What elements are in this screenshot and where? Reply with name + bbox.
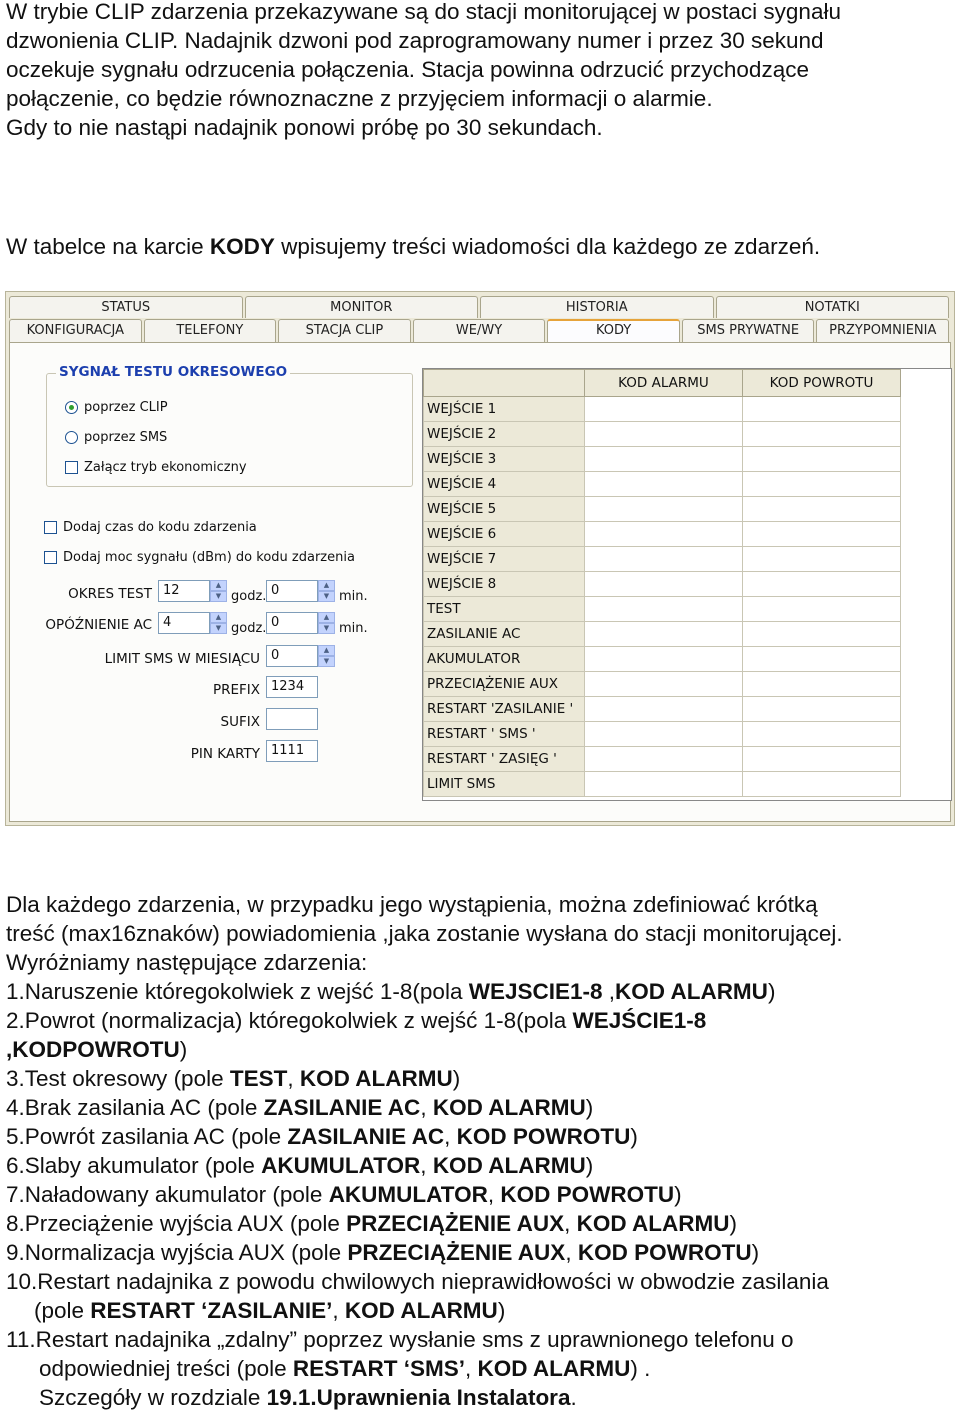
limit-sms-label: LIMIT SMS W MIESIĄCU bbox=[104, 651, 260, 667]
text-bold: AKUMULATOR bbox=[328, 1182, 488, 1207]
row-header: WEJŚCIE 6 bbox=[424, 522, 585, 547]
kod-powrotu-cell[interactable] bbox=[743, 597, 901, 622]
text-bold: ,KODPOWROTU bbox=[6, 1037, 180, 1062]
text-run: . bbox=[570, 1385, 577, 1410]
tab-kody[interactable]: KODY bbox=[547, 319, 680, 342]
row-header: WEJŚCIE 1 bbox=[424, 397, 585, 422]
opoznienie-minutes-spinner[interactable] bbox=[318, 612, 335, 634]
text-run: , bbox=[465, 1356, 478, 1381]
text-run: ) bbox=[630, 1124, 638, 1149]
events-list bbox=[6, 977, 843, 1412]
text-run: , bbox=[420, 1153, 433, 1178]
add-signal-option[interactable] bbox=[44, 550, 355, 565]
text-bold: KOD ALARMU bbox=[432, 1095, 586, 1120]
tab-telefony[interactable]: TELEFONY bbox=[144, 319, 277, 342]
radio-clip-option[interactable] bbox=[65, 400, 168, 415]
events-section bbox=[6, 890, 843, 1412]
text-run: odpowiedniej treści (pole bbox=[39, 1356, 293, 1381]
kod-alarmu-cell[interactable] bbox=[585, 747, 743, 772]
table-row bbox=[424, 747, 901, 772]
app-window bbox=[5, 291, 955, 826]
pin-label: PIN KARTY bbox=[190, 746, 260, 762]
text-run: wpisujemy treści wiadomości dla każdego ze zdarzeń. bbox=[274, 234, 821, 259]
text-run: ) bbox=[751, 1240, 760, 1265]
add-signal-label: Dodaj moc sygnału (dBm) do kodu zdarzenia bbox=[63, 550, 355, 565]
tab-sms-prywatne[interactable]: SMS PRYWATNE bbox=[682, 319, 815, 342]
row-header: AKUMULATOR bbox=[424, 647, 585, 672]
kod-powrotu-cell[interactable] bbox=[743, 722, 901, 747]
sufix-input[interactable] bbox=[266, 708, 318, 730]
prefix-input[interactable]: 1234 bbox=[266, 676, 318, 698]
text-bold: 19.1.Uprawnienia Instalatora bbox=[266, 1385, 571, 1410]
column-header-kod-powrotu[interactable]: KOD POWROTU bbox=[743, 370, 901, 397]
text-line: Gdy to nie nastąpi nadajnik ponowi próbę po 30 sekundach. bbox=[6, 115, 603, 140]
row-header: LIMIT SMS bbox=[424, 772, 585, 797]
column-header-kod-alarmu[interactable]: KOD ALARMU bbox=[585, 370, 743, 397]
table-row bbox=[424, 672, 901, 697]
hours-unit: godz. bbox=[231, 621, 267, 636]
text-run: , bbox=[420, 1095, 433, 1120]
event-line bbox=[6, 1354, 843, 1383]
spin-up-icon[interactable]: ▲ bbox=[318, 612, 335, 623]
kod-powrotu-cell[interactable] bbox=[743, 422, 901, 447]
text-run: , bbox=[444, 1124, 457, 1149]
group-title: SYGNAŁ TESTU OKRESOWEGO bbox=[56, 364, 290, 380]
event-line bbox=[6, 1296, 843, 1325]
event-line bbox=[6, 1006, 843, 1035]
text-run: , bbox=[287, 1066, 300, 1091]
kod-powrotu-cell[interactable] bbox=[743, 622, 901, 647]
tab-status[interactable]: STATUS bbox=[9, 296, 243, 318]
text-run: , bbox=[602, 979, 616, 1004]
text-run: ) bbox=[179, 1037, 188, 1062]
okres-test-minutes-input[interactable]: 0 bbox=[266, 580, 318, 602]
event-line bbox=[6, 1180, 843, 1209]
opoznienie-ac-label: OPÓŹNIENIE AC bbox=[45, 617, 152, 633]
kod-alarmu-cell[interactable] bbox=[585, 397, 743, 422]
kod-alarmu-cell[interactable] bbox=[585, 722, 743, 747]
table-row bbox=[424, 422, 901, 447]
text-run: 4.Brak zasilania AC (pole bbox=[6, 1095, 264, 1120]
tab-monitor[interactable]: MONITOR bbox=[245, 296, 479, 318]
text-run: 11.Restart nadajnika „zdalny” poprzez wysłanie sms z uprawnionego telefonu o bbox=[6, 1327, 794, 1352]
text-bold: KOD POWROTU bbox=[577, 1240, 752, 1265]
text-bold: KOD ALARMU bbox=[299, 1066, 453, 1091]
kod-powrotu-cell[interactable] bbox=[743, 397, 901, 422]
kod-alarmu-cell[interactable] bbox=[585, 697, 743, 722]
text-bold: KODY bbox=[209, 234, 275, 259]
eco-mode-checkbox[interactable] bbox=[65, 461, 78, 474]
kod-powrotu-cell[interactable] bbox=[743, 472, 901, 497]
text-run: ) bbox=[585, 1095, 594, 1120]
row-header: ZASILANIE AC bbox=[424, 622, 585, 647]
table-row bbox=[424, 497, 901, 522]
add-time-checkbox[interactable] bbox=[44, 521, 57, 534]
text-run: , bbox=[332, 1298, 345, 1323]
text-bold: KOD POWROTU bbox=[456, 1124, 631, 1149]
tab-notatki[interactable]: NOTATKI bbox=[716, 296, 950, 318]
row-header: WEJŚCIE 7 bbox=[424, 547, 585, 572]
kod-alarmu-cell[interactable] bbox=[585, 472, 743, 497]
text-bold: WEJŚCIE1-8 bbox=[572, 1008, 707, 1033]
text-line: oczekuje sygnału odrzucenia połączenia. Stacja powinna odrzucić przychodzące bbox=[6, 57, 809, 82]
text-run: 10.Restart nadajnika z powodu chwilowych nieprawidłowości w obwodzie zasilania bbox=[6, 1269, 829, 1294]
table-row bbox=[424, 622, 901, 647]
text-run: ) bbox=[585, 1153, 594, 1178]
text-bold: KOD ALARMU bbox=[477, 1356, 631, 1381]
opoznienie-minutes-input[interactable]: 0 bbox=[266, 612, 318, 634]
event-line bbox=[6, 977, 843, 1006]
minutes-unit: min. bbox=[339, 621, 368, 636]
text-run: ) bbox=[674, 1182, 682, 1207]
row-header: WEJŚCIE 3 bbox=[424, 447, 585, 472]
text-run: 9.Normalizacja wyjścia AUX (pole bbox=[6, 1240, 348, 1265]
tab-row-1 bbox=[9, 296, 951, 318]
row-header: WEJŚCIE 2 bbox=[424, 422, 585, 447]
add-time-label: Dodaj czas do kodu zdarzenia bbox=[63, 520, 257, 535]
add-signal-checkbox[interactable] bbox=[44, 551, 57, 564]
spin-up-icon[interactable]: ▲ bbox=[318, 645, 335, 656]
kod-alarmu-cell[interactable] bbox=[585, 422, 743, 447]
kod-alarmu-cell[interactable] bbox=[585, 497, 743, 522]
okres-test-label: OKRES TEST bbox=[68, 586, 152, 602]
okres-test-minutes-spinner[interactable] bbox=[318, 580, 335, 602]
kod-powrotu-cell[interactable] bbox=[743, 522, 901, 547]
text-bold: KOD POWROTU bbox=[500, 1182, 675, 1207]
text-bold: KOD ALARMU bbox=[344, 1298, 498, 1323]
text-bold: KOD ALARMU bbox=[576, 1211, 730, 1236]
table-row bbox=[424, 722, 901, 747]
table-row bbox=[424, 472, 901, 497]
text-run: 1.Naruszenie któregokolwiek z wejść 1-8(pola bbox=[6, 979, 469, 1004]
text-run: ) bbox=[767, 979, 776, 1004]
row-header: WEJŚCIE 4 bbox=[424, 472, 585, 497]
text-bold: ZASILANIE AC bbox=[287, 1124, 445, 1149]
event-line bbox=[6, 1093, 843, 1122]
eco-mode-label: Załącz tryb ekonomiczny bbox=[84, 460, 247, 475]
text-bold: PRZECIĄŻENIE AUX bbox=[346, 1211, 565, 1236]
tab-konfiguracja[interactable]: KONFIGURACJA bbox=[9, 319, 142, 342]
text-bold: KOD ALARMU bbox=[432, 1153, 586, 1178]
kody-intro bbox=[6, 232, 820, 261]
text-run: Szczegóły w rozdziale bbox=[39, 1385, 267, 1410]
kod-alarmu-cell[interactable] bbox=[585, 647, 743, 672]
tab-historia[interactable]: HISTORIA bbox=[480, 296, 714, 318]
kod-alarmu-cell[interactable] bbox=[585, 547, 743, 572]
limit-sms-input[interactable]: 0 bbox=[266, 645, 318, 667]
kod-powrotu-cell[interactable] bbox=[743, 747, 901, 772]
text-run: 3.Test okresowy (pole bbox=[6, 1066, 230, 1091]
prefix-label: PREFIX bbox=[212, 682, 260, 698]
tab-content bbox=[9, 342, 951, 822]
spin-up-icon[interactable]: ▲ bbox=[210, 612, 227, 623]
text-line: Wyróżniamy następujące zdarzenia: bbox=[6, 950, 368, 975]
table-row bbox=[424, 397, 901, 422]
tab-stacja-clip[interactable]: STACJA CLIP bbox=[278, 319, 411, 342]
minutes-unit: min. bbox=[339, 589, 368, 604]
radio-clip[interactable] bbox=[65, 401, 78, 414]
text-run: , bbox=[564, 1211, 577, 1236]
row-header: PRZECIĄŻENIE AUX bbox=[424, 672, 585, 697]
text-run: , bbox=[487, 1182, 501, 1207]
kod-alarmu-cell[interactable] bbox=[585, 447, 743, 472]
text-line: treść (max16znaków) powiadomienia ,jaka zostanie wysłana do stacji monitorującej. bbox=[6, 921, 843, 946]
text-run: 5.Powrót zasilania AC (pole bbox=[6, 1124, 288, 1149]
text-run: ) bbox=[497, 1298, 506, 1323]
hours-unit: godz. bbox=[231, 589, 267, 604]
row-header: WEJŚCIE 5 bbox=[424, 497, 585, 522]
radio-sms-label: poprzez SMS bbox=[84, 430, 168, 445]
opoznienie-hours-input[interactable]: 4 bbox=[158, 612, 210, 634]
event-line bbox=[6, 1209, 843, 1238]
text-bold: ZASILANIE AC bbox=[263, 1095, 421, 1120]
kod-alarmu-cell[interactable] bbox=[585, 672, 743, 697]
kod-alarmu-cell[interactable] bbox=[585, 597, 743, 622]
text-line: połączenie, co będzie równoznaczne z przyjęciem informacji o alarmie. bbox=[6, 86, 713, 111]
table-row bbox=[424, 522, 901, 547]
radio-sms[interactable] bbox=[65, 431, 78, 444]
text-run: 6.Slaby akumulator (pole bbox=[6, 1153, 262, 1178]
spin-up-icon[interactable]: ▲ bbox=[318, 580, 335, 591]
kod-powrotu-cell[interactable] bbox=[743, 572, 901, 597]
event-line bbox=[6, 1238, 843, 1267]
eco-mode-option[interactable] bbox=[65, 460, 247, 475]
spin-down-icon[interactable]: ▼ bbox=[318, 656, 335, 667]
opoznienie-hours-spinner[interactable] bbox=[210, 612, 227, 634]
text-bold: RESTART ‘SMS’ bbox=[292, 1356, 465, 1381]
kod-alarmu-cell[interactable] bbox=[585, 572, 743, 597]
text-line: W trybie CLIP zdarzenia przekazywane są do stacji monitorującej w postaci sygnału bbox=[6, 0, 841, 24]
text-run: 2.Powrot (normalizacja) któregokolwiek z wejść 1-8(pola bbox=[6, 1008, 573, 1033]
spin-down-icon[interactable]: ▼ bbox=[210, 591, 227, 602]
text-line: dzwonienia CLIP. Nadajnik dzwoni pod zaprogramowany numer i przez 30 sekund bbox=[6, 28, 824, 53]
event-line bbox=[6, 1267, 843, 1296]
text-bold: PRZECIĄŻENIE AUX bbox=[347, 1240, 566, 1265]
spin-down-icon[interactable]: ▼ bbox=[318, 591, 335, 602]
grid-corner-cell bbox=[424, 370, 585, 397]
kod-powrotu-cell[interactable] bbox=[743, 647, 901, 672]
spin-down-icon[interactable]: ▼ bbox=[210, 623, 227, 634]
table-row bbox=[424, 572, 901, 597]
text-run: 7.Naładowany akumulator (pole bbox=[6, 1182, 329, 1207]
text-bold: RESTART ‘ZASILANIE’ bbox=[90, 1298, 333, 1323]
event-line bbox=[6, 1064, 843, 1093]
text-run: , bbox=[565, 1240, 578, 1265]
tab-przypomnienia[interactable]: PRZYPOMNIENIA bbox=[816, 319, 949, 342]
text-run: (pole bbox=[34, 1298, 91, 1323]
row-header: TEST bbox=[424, 597, 585, 622]
table-row bbox=[424, 647, 901, 672]
text-run: ) bbox=[729, 1211, 738, 1236]
text-run: W tabelce na karcie bbox=[6, 234, 210, 259]
grid-body bbox=[424, 397, 901, 797]
text-bold: TEST bbox=[229, 1066, 288, 1091]
pin-input[interactable]: 1111 bbox=[266, 740, 318, 762]
text-bold: AKUMULATOR bbox=[261, 1153, 421, 1178]
kod-powrotu-cell[interactable] bbox=[743, 547, 901, 572]
table-row bbox=[424, 447, 901, 472]
add-time-option[interactable] bbox=[44, 520, 257, 535]
kod-powrotu-cell[interactable] bbox=[743, 497, 901, 522]
radio-sms-option[interactable] bbox=[65, 430, 167, 445]
sufix-label: SUFIX bbox=[220, 714, 260, 730]
spin-down-icon[interactable]: ▼ bbox=[318, 623, 335, 634]
kod-alarmu-cell[interactable] bbox=[585, 522, 743, 547]
okres-test-hours-spinner[interactable] bbox=[210, 580, 227, 602]
text-bold: KOD ALARMU bbox=[615, 979, 768, 1004]
text-bold: WEJSCIE1-8 bbox=[468, 979, 603, 1004]
okres-test-hours-input[interactable]: 12 bbox=[158, 580, 210, 602]
text-run: ) . bbox=[630, 1356, 651, 1381]
table-row bbox=[424, 697, 901, 722]
text-run: 8.Przeciążenie wyjścia AUX (pole bbox=[6, 1211, 347, 1236]
row-header: RESTART 'ZASILANIE ' bbox=[424, 697, 585, 722]
kod-powrotu-cell[interactable] bbox=[743, 672, 901, 697]
kod-powrotu-cell[interactable] bbox=[743, 697, 901, 722]
event-line bbox=[6, 1383, 843, 1412]
intro-paragraph bbox=[6, 0, 841, 142]
table-row bbox=[424, 547, 901, 572]
row-header: RESTART ' SMS ' bbox=[424, 722, 585, 747]
table-row bbox=[424, 597, 901, 622]
kod-alarmu-cell[interactable] bbox=[585, 772, 743, 797]
spin-up-icon[interactable]: ▲ bbox=[210, 580, 227, 591]
text-line: Dla każdego zdarzenia, w przypadku jego wystąpienia, można zdefiniować krótką bbox=[6, 892, 818, 917]
row-header: RESTART ' ZASIĘG ' bbox=[424, 747, 585, 772]
kod-powrotu-cell[interactable] bbox=[743, 772, 901, 797]
event-line bbox=[6, 1151, 843, 1180]
limit-sms-spinner[interactable] bbox=[318, 645, 335, 667]
event-line bbox=[6, 1122, 843, 1151]
kod-powrotu-cell[interactable] bbox=[743, 447, 901, 472]
codes-table bbox=[423, 369, 901, 797]
row-header: WEJŚCIE 8 bbox=[424, 572, 585, 597]
text-run: ) bbox=[452, 1066, 461, 1091]
radio-clip-label: poprzez CLIP bbox=[84, 400, 168, 415]
event-line bbox=[6, 1325, 843, 1354]
grid-header-row bbox=[424, 370, 901, 397]
table-row bbox=[424, 772, 901, 797]
event-line bbox=[6, 1035, 843, 1064]
tab-we-wy[interactable]: WE/WY bbox=[413, 319, 546, 342]
tab-row-2 bbox=[9, 319, 951, 342]
kod-alarmu-cell[interactable] bbox=[585, 622, 743, 647]
codes-grid bbox=[422, 368, 952, 801]
